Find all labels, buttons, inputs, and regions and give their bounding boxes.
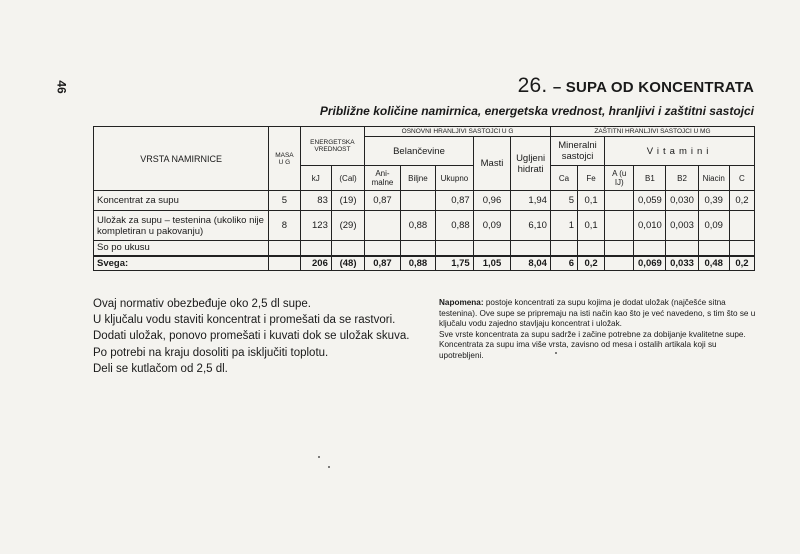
cell-masti: 0,09 xyxy=(473,211,511,241)
cell-b1: 0,069 xyxy=(634,256,666,271)
cell-ugh xyxy=(511,241,551,256)
print-speck xyxy=(555,352,557,354)
header-a: A (u IJ) xyxy=(605,166,634,191)
cell-kj: 83 xyxy=(300,191,331,211)
page-title xyxy=(518,74,754,98)
instruction-line: U ključalu vodu staviti koncentrat i promešati da se rastvori. xyxy=(93,314,396,327)
note-text: Sve vrste koncentrata za supu sadrže i začine potrebne za dobijanje kvalitetne supe. xyxy=(439,329,746,339)
cell-cal: (29) xyxy=(331,211,364,241)
page-number: 46 xyxy=(54,80,69,94)
cell-masa xyxy=(269,256,300,271)
note-text: Koncentrata za supu ima više vrsta, zavisno od mesa i ostalih artikala koji su upotrebljeni. xyxy=(439,340,717,360)
cell-ani: 0,87 xyxy=(365,256,400,271)
header-kj: kJ xyxy=(300,166,331,191)
cell-ugh: 8,04 xyxy=(511,256,551,271)
instruction-line: Deli se kutlačom od 2,5 dl. xyxy=(93,362,228,375)
header-vitamini: Vitamini xyxy=(605,137,755,166)
cell-masa xyxy=(269,241,300,256)
header-energ: ENERGETSKA VREDNOST xyxy=(300,127,365,166)
header-niacin: Niacin xyxy=(698,166,729,191)
header-belancevine: Belančevine xyxy=(365,137,473,166)
cell-name: So po ukusu xyxy=(94,241,269,256)
cell-niacin: 0,48 xyxy=(698,256,729,271)
cell-kj: 206 xyxy=(300,256,331,271)
cell-uk: 0,88 xyxy=(436,211,474,241)
note-text: postoje koncentrati za supu kojima je dodat uložak (najčešće sitna testenina). Ove supe se pripremaju na isti način kao što je već navedeno, s tim što se u ključalu vodu zajedno stavljaju koncentrat i uložak. xyxy=(439,298,756,329)
header-b2: B2 xyxy=(666,166,698,191)
recipe-name: – SUPA OD KONCENTRATA xyxy=(552,79,754,96)
cell-fe: 0,1 xyxy=(578,191,605,211)
cell-bilj: 0,88 xyxy=(400,256,435,271)
cell-a xyxy=(605,241,634,256)
cell-c xyxy=(729,241,754,256)
cell-a xyxy=(605,191,634,211)
header-masti: Masti xyxy=(473,137,511,191)
header-cal: (Cal) xyxy=(331,166,364,191)
cell-b1: 0,010 xyxy=(634,211,666,241)
cell-b2: 0,030 xyxy=(666,191,698,211)
cell-uk: 1,75 xyxy=(436,256,474,271)
recipe-number: 26. xyxy=(517,74,548,97)
cell-a xyxy=(605,256,634,271)
cell-cal: (48) xyxy=(331,256,364,271)
cell-niacin: 0,39 xyxy=(698,191,729,211)
cell-ani: 0,87 xyxy=(365,191,400,211)
header-masa: MASA U G xyxy=(269,127,300,191)
cell-niacin: 0,09 xyxy=(698,211,729,241)
cell-ca xyxy=(550,241,577,256)
header-biljne: Biljne xyxy=(400,166,435,191)
cell-b2 xyxy=(666,241,698,256)
cell-name: Uložak za supu – testenina (ukoliko nije kompletiran u pakovanju) xyxy=(94,211,269,241)
cell-fe xyxy=(578,241,605,256)
cell-ugh: 6,10 xyxy=(511,211,551,241)
cell-kj xyxy=(300,241,331,256)
header-ugljeni: Ugljeni hidrati xyxy=(511,137,551,191)
header-minerali: Mineralni sastojci xyxy=(550,137,604,166)
cell-ugh: 1,94 xyxy=(511,191,551,211)
cell-ani xyxy=(365,241,400,256)
cell-b1: 0,059 xyxy=(634,191,666,211)
header-c: C xyxy=(729,166,754,191)
cell-ani xyxy=(365,211,400,241)
cell-b1 xyxy=(634,241,666,256)
cell-masa: 5 xyxy=(269,191,300,211)
cell-b2: 0,003 xyxy=(666,211,698,241)
header-fe: Fe xyxy=(578,166,605,191)
cell-masa: 8 xyxy=(269,211,300,241)
instruction-line: Ovaj normativ obezbeđuje oko 2,5 dl supe. xyxy=(93,298,311,310)
header-ukupno: Ukupno xyxy=(436,166,474,191)
preparation-instructions xyxy=(93,296,409,377)
cell-fe: 0,1 xyxy=(578,211,605,241)
header-animalne: Ani- malne xyxy=(365,166,400,191)
table-row xyxy=(94,211,755,241)
cell-name: Koncentrat za supu xyxy=(94,191,269,211)
cell-bilj: 0,88 xyxy=(400,211,435,241)
cell-bilj xyxy=(400,241,435,256)
note-label: Napomena: xyxy=(439,298,484,307)
cell-ca: 5 xyxy=(550,191,577,211)
cell-c: 0,2 xyxy=(729,191,754,211)
cell-kj: 123 xyxy=(300,211,331,241)
cell-masti xyxy=(473,241,511,256)
header-ca: Ca xyxy=(550,166,577,191)
cell-masti: 0,96 xyxy=(473,191,511,211)
header-osnovni: OSNOVNI HRANLJIVI SASTOJCI U G xyxy=(365,127,551,137)
cell-cal xyxy=(331,241,364,256)
cell-fe: 0,2 xyxy=(578,256,605,271)
table-row xyxy=(94,191,755,211)
cell-niacin xyxy=(698,241,729,256)
cell-name: Svega: xyxy=(94,256,269,271)
cell-ca: 1 xyxy=(550,211,577,241)
cell-uk: 0,87 xyxy=(436,191,474,211)
cell-c: 0,2 xyxy=(729,256,754,271)
cell-ca: 6 xyxy=(550,256,577,271)
cell-b2: 0,033 xyxy=(666,256,698,271)
cell-cal: (19) xyxy=(331,191,364,211)
header-zastitni: ZAŠTITNI HRANLJIVI SASTOJCI U MG xyxy=(550,127,754,137)
cell-bilj xyxy=(400,191,435,211)
page-subtitle: Približne količine namirnica, energetska vrednost, hranljivi i zaštitni sastojci xyxy=(319,104,754,118)
note-block xyxy=(439,298,757,362)
cell-masti: 1,05 xyxy=(473,256,511,271)
header-vrsta: VRSTA NAMIRNICE xyxy=(94,127,269,191)
nutrition-table xyxy=(93,126,755,271)
table-total-row xyxy=(94,256,755,271)
instruction-line: Dodati uložak, ponovo promešati i kuvati dok se uložak skuva. xyxy=(93,330,410,343)
cell-c xyxy=(729,211,754,241)
instruction-line: Po potrebi na kraju dosoliti pa isključiti toplotu. xyxy=(93,346,329,359)
print-speck xyxy=(318,456,320,458)
print-speck xyxy=(328,466,330,468)
table-row xyxy=(94,241,755,256)
header-b1: B1 xyxy=(634,166,666,191)
cell-a xyxy=(605,211,634,241)
cell-uk xyxy=(436,241,474,256)
